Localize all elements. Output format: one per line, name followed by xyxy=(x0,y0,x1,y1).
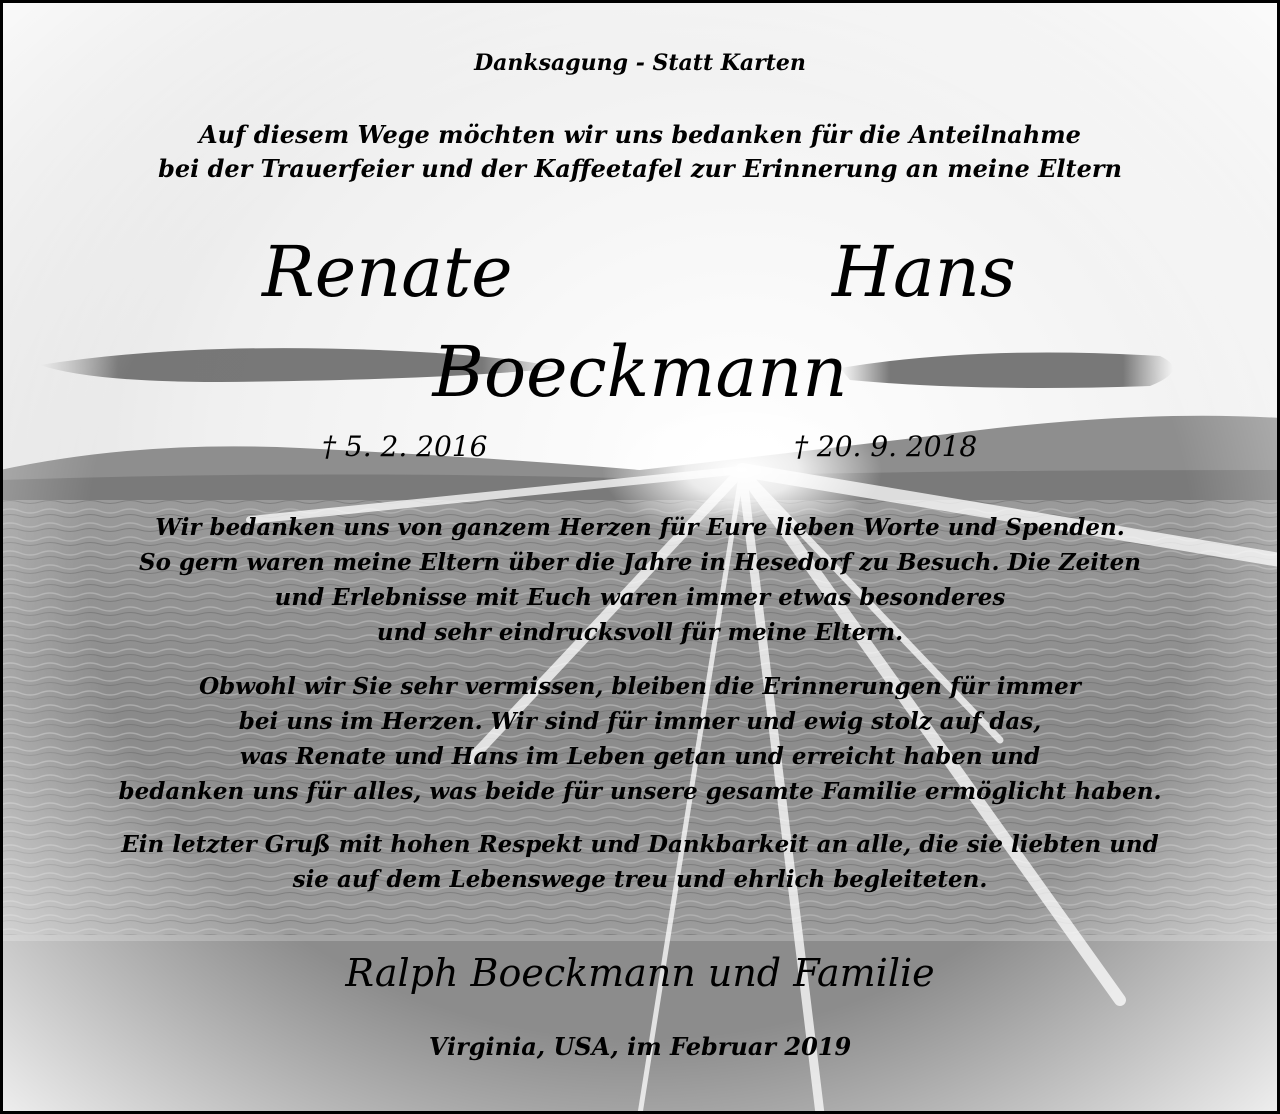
death-date-hans: † 20. 9. 2018 xyxy=(794,430,978,463)
first-name-renate: Renate xyxy=(262,231,513,313)
paragraph-line: Obwohl wir Sie sehr vermissen, bleiben die Erinnerungen für immer xyxy=(199,673,1081,700)
paragraph-line: und sehr eindrucksvoll für meine Eltern. xyxy=(376,619,904,646)
surname: Boeckmann xyxy=(432,331,848,413)
paragraph-line: bei uns im Herzen. Wir sind für immer und ewig stolz auf das, xyxy=(238,708,1042,735)
paragraph-line: So gern waren meine Eltern über die Jahre in Hesedorf zu Besuch. Die Zeiten xyxy=(138,549,1142,576)
intro-line: bei der Trauerfeier und der Kaffeetafel zur Erinnerung an meine Eltern xyxy=(158,154,1122,183)
place-and-date: Virginia, USA, im Februar 2019 xyxy=(428,1032,852,1061)
paragraph-line: und Erlebnisse mit Euch waren immer etwas besonderes xyxy=(274,584,1006,611)
intro-text xyxy=(0,118,1280,186)
paragraph-line: bedanken uns für alles, was beide für unsere gesamte Familie ermöglicht haben. xyxy=(118,778,1162,805)
paragraph-line: Ein letzter Gruß mit hohen Respekt und Dankbarkeit an alle, die sie liebten und xyxy=(121,831,1159,858)
paragraph-line: was Renate und Hans im Leben getan und erreicht haben und xyxy=(239,743,1041,770)
death-date-renate: † 5. 2. 2016 xyxy=(322,430,488,463)
paragraph-line: Wir bedanken uns von ganzem Herzen für Eure lieben Worte und Spenden. xyxy=(155,514,1125,541)
signature: Ralph Boeckmann und Familie xyxy=(345,951,935,995)
thanks-paragraph xyxy=(0,510,1280,650)
farewell-paragraph xyxy=(0,827,1280,897)
intro-line: Auf diesem Wege möchten wir uns bedanken für die Anteilnahme xyxy=(199,120,1081,149)
memory-paragraph xyxy=(0,669,1280,809)
heading: Danksagung - Statt Karten xyxy=(474,50,806,76)
first-name-hans: Hans xyxy=(832,231,1016,313)
paragraph-line: sie auf dem Lebenswege treu und ehrlich begleiteten. xyxy=(292,866,988,893)
